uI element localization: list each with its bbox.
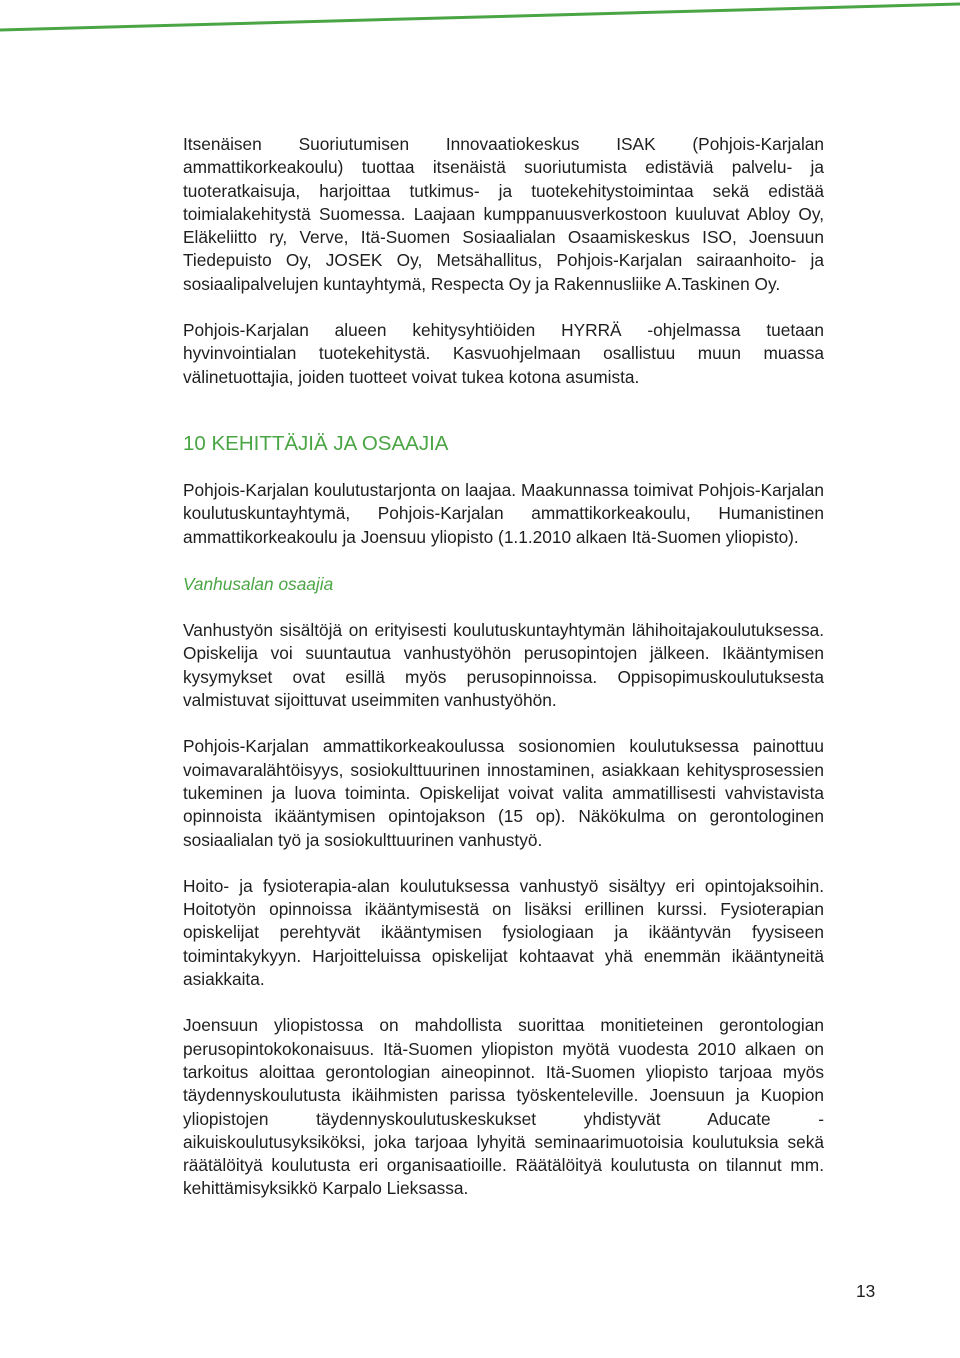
page-content [183,133,824,1201]
paragraph-yliopisto: Joensuun yliopistossa on mahdollista suorittaa monitieteinen gerontologian perusopintokokonaisuus. Itä-Suomen yliopiston myötä vuodesta 2010 alkaen on tarkoitus aloittaa gerontologian aineopinnot. Itä-Suomen yliopisto tarjoaa myös täydennyskoulutusta ikäihmisten parissa työskenteleville. Joensuun ja Kuopion yliopistojen täydennyskoulutuskeskukset yhdistyvät Aducate - aikuiskoulutusyksiköksi, joka tarjoaa lyhyitä seminaarimuotoisia koulutuksia sekä räätälöityä koulutusta eri organisaatioille. Räätälöityä koulutusta on tilannut mm. kehittämisyksikkö Karpalo Lieksassa. [183,1015,824,1199]
paragraph-isak: Itsenäisen Suoriutumisen Innovaatiokeskus ISAK (Pohjois-Karjalan ammattikorkeakoulu) tuottaa itsenäistä suoriutumista edistäviä palvelu- ja tuoteratkaisuja, harjoittaa tutkimus- ja tuotekehitystoimintaa sekä edistää toimialakehitystä Suomessa. Laajaan kumppanuusverkostoon kuuluvat Abloy Oy, Eläkeliitto ry, Verve, Itä-Suomen Sosiaalialan Osaamiskeskus ISO, Joensuun Tiedepuisto Oy, JOSEK Oy, Metsähallitus, Pohjois-Karjalan sairaanhoito- ja sosiaalipalvelujen kuntayhtymä, Respecta Oy ja Rakennusliike A.Taskinen Oy. [183,134,824,294]
section-heading: 10 KEHITTÄJIÄ JA OSAAJIA [183,431,449,455]
paragraph-sosionomi: Pohjois-Karjalan ammattikorkeakoulussa sosionomien koulutuksessa painottuu voimavaralähtöisyys, sosiokulttuurinen innostaminen, asiakkaan kehitysprosessien tukeminen ja luova toiminta. Opiskelijat voivat valita ammatillisesti vahvistavista opinnoista ikääntymisen opintojakson (15 op). Näkökulma on gerontologinen sosiaalialan työ ja sosiokulttuurinen vanhustyö. [183,736,824,850]
paragraph-hoito-fysioterapia: Hoito- ja fysioterapia-alan koulutuksessa vanhustyö sisältyy eri opintojaksoihin. Hoitotyön opinnoissa ikääntymisestä on lisäksi erillinen kurssi. Fysioterapian opiskelijat perehtyvät ikääntymisen fysiologiaan ja ikääntyvän fyysiseen toimintakykyyn. Harjoitteluissa opiskelijat kohtaavat yhä enemmän ikääntyneitä asiakkaita. [183,875,824,990]
paragraph-koulutustarjonta: Pohjois-Karjalan koulutustarjonta on laajaa. Maakunnassa toimivat Pohjois-Karjalan koulutuskuntayhtymä, Pohjois-Karjalan ammattikorkeakoulu, Humanistinen ammattikorkeakoulu ja Joensuu yliopisto (1.1.2010 alkaen Itä-Suomen yliopisto). [183,479,824,547]
decorative-corner-line [0,0,960,40]
paragraph-hyrra: Pohjois-Karjalan alueen kehitysyhtiöiden HYRRÄ -ohjelmassa tuetaan hyvinvointialan tuotekehitystä. Kasvuohjelmaan osallistuu muun muassa välinetuottajia, joiden tuotteet voivat tukea kotona asumista. [183,320,824,387]
subsection-heading: Vanhusalan osaajia [183,573,334,594]
paragraph-vanhustyo: Vanhustyön sisältöjä on erityisesti koulutuskuntayhtymän lähihoitajakoulutuksessa. Opiskelija voi suuntautua vanhustyöhön perusopintojen jälkeen. Ikääntymisen kysymykset ovat esillä myös perusopinnoissa. Oppisopimuskoulutuksesta valmistuvat sijoittuvat useimmiten vanhustyöhön. [183,620,824,711]
page-number: 13 [856,1281,876,1301]
